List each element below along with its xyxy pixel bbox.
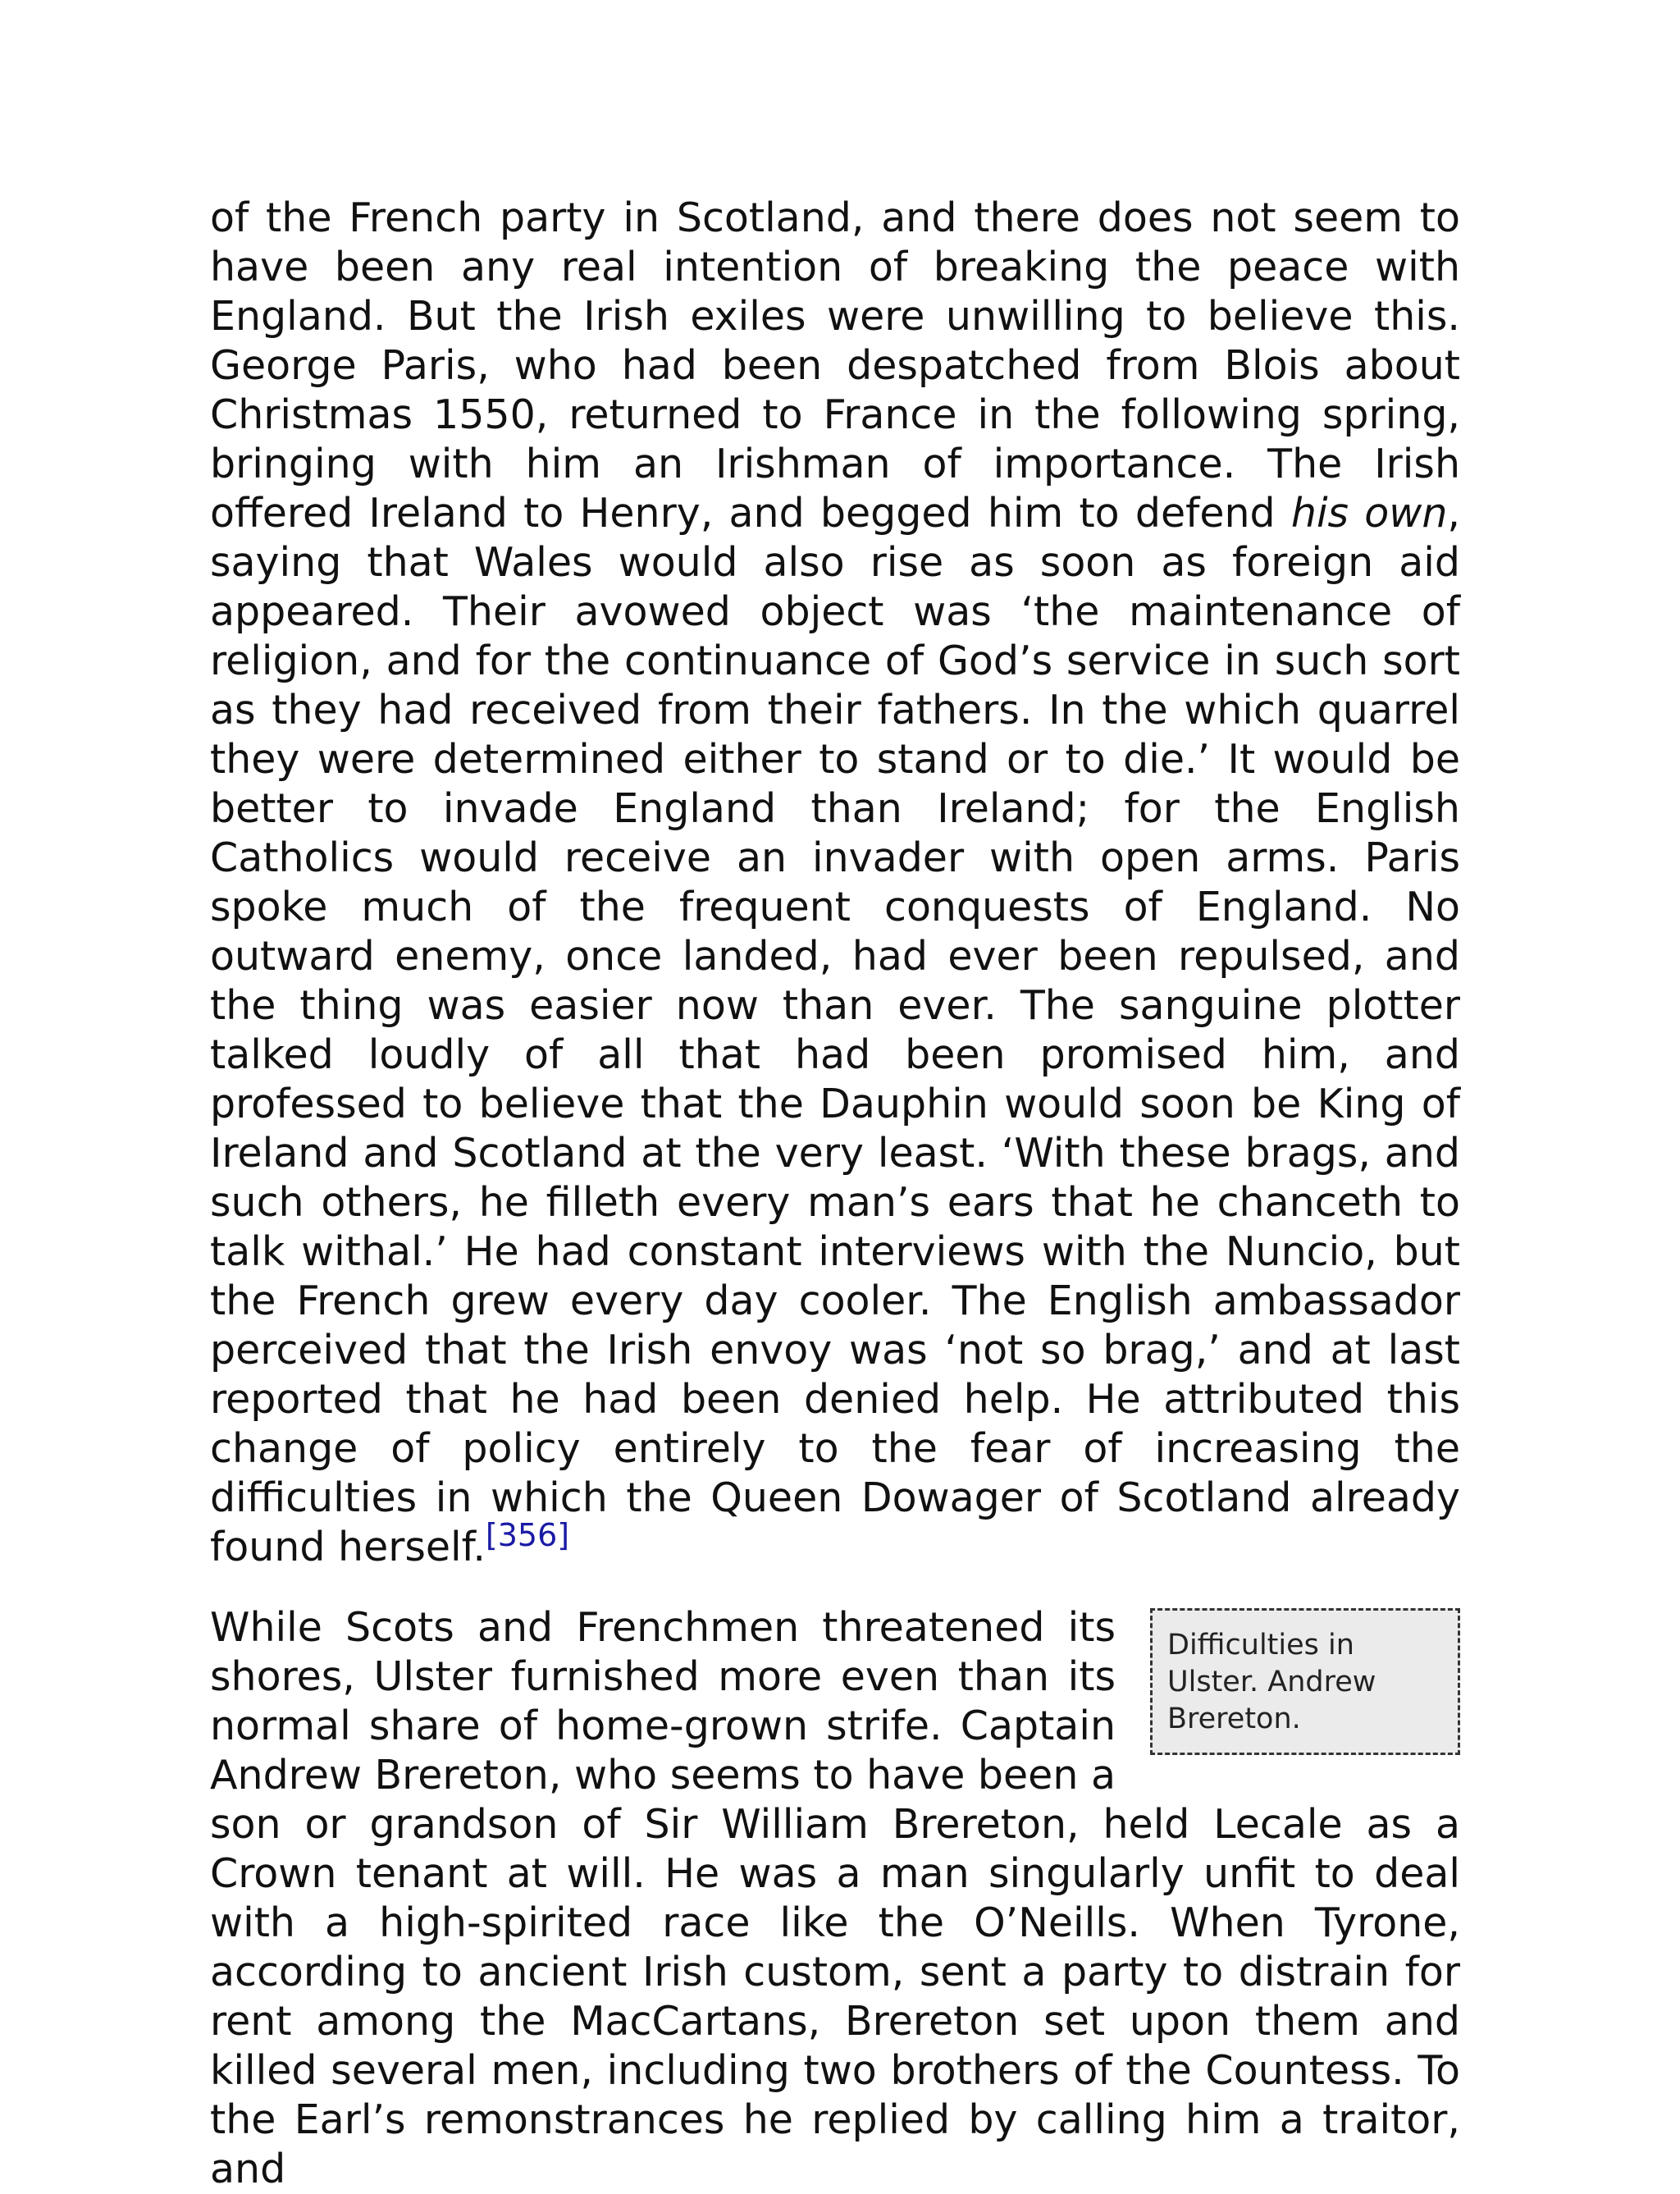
paragraph-1-text-end: , saying that Wales would also rise as soon as foreign aid appeared. Their avowed object was ‘the maintenance of religion, and for the continuance of God’s service in such sort as they had received from their fathers. In the which quarrel they were determined either to stand or to die.’ It would be better to invade England than Ireland; for the English Catholics would receive an invader with open arms. Paris spoke much of the frequent conquests of England. No outward enemy, once landed, had ever been repulsed, and the thing was easier now than ever. The sanguine plotter talked loudly of all that had been promised him, and professed to believe that the Dauphin would soon be King of Ireland and Scotland at the very least. ‘With these brags, and such others, he filleth every man’s ears that he chanceth to talk withal.’ He had constant interviews with the Nuncio, but the French grew every day cooler. The English ambassador perceived that the Irish envoy was ‘not so brag,’ and at last reported that he had been denied help. He attributed this change of policy entirely to the fear of increasing the difficulties in which the Queen Dowager of Scotland already found herself.: [210, 490, 1460, 1570]
body-paragraph-1: [210, 194, 1460, 1572]
paragraph-2-text: While Scots and Frenchmen threatened its shores, Ulster furnished more even than its normal share of home-grown strife. Captain Andrew Brereton, who seems to have been a son or grandson of Sir William Brereton, held Lecale as a Crown tenant at will. He was a man singularly unfit to deal with a high-spirited race like the O’Neills. When Tyrone, according to ancient Irish custom, sent a party to distrain for rent among the MacCartans, Brereton set upon them and killed several men, including two brothers of the Countess. To the Earl’s remonstrances he replied by calling him a traitor, and: [210, 1604, 1460, 2192]
paragraph-1-text-start: of the French party in Scotland, and there does not seem to have been any real intention of breaking the peace with England. But the Irish exiles were unwilling to believe this. George Paris, who had been despatched from Blois about Christmas 1550, returned to France in the following spring, bringing with him an Irishman of importance. The Irish offered Ireland to Henry, and begged him to defend: [210, 194, 1460, 537]
page-content: [210, 194, 1460, 2194]
body-paragraph-2: [210, 1603, 1460, 2194]
footnote-link-356[interactable]: [356]: [485, 1517, 570, 1553]
margin-sidenote: Difficulties in Ulster. Andrew Brereton.: [1150, 1608, 1460, 1755]
emphasized-phrase: his own: [1290, 490, 1448, 537]
